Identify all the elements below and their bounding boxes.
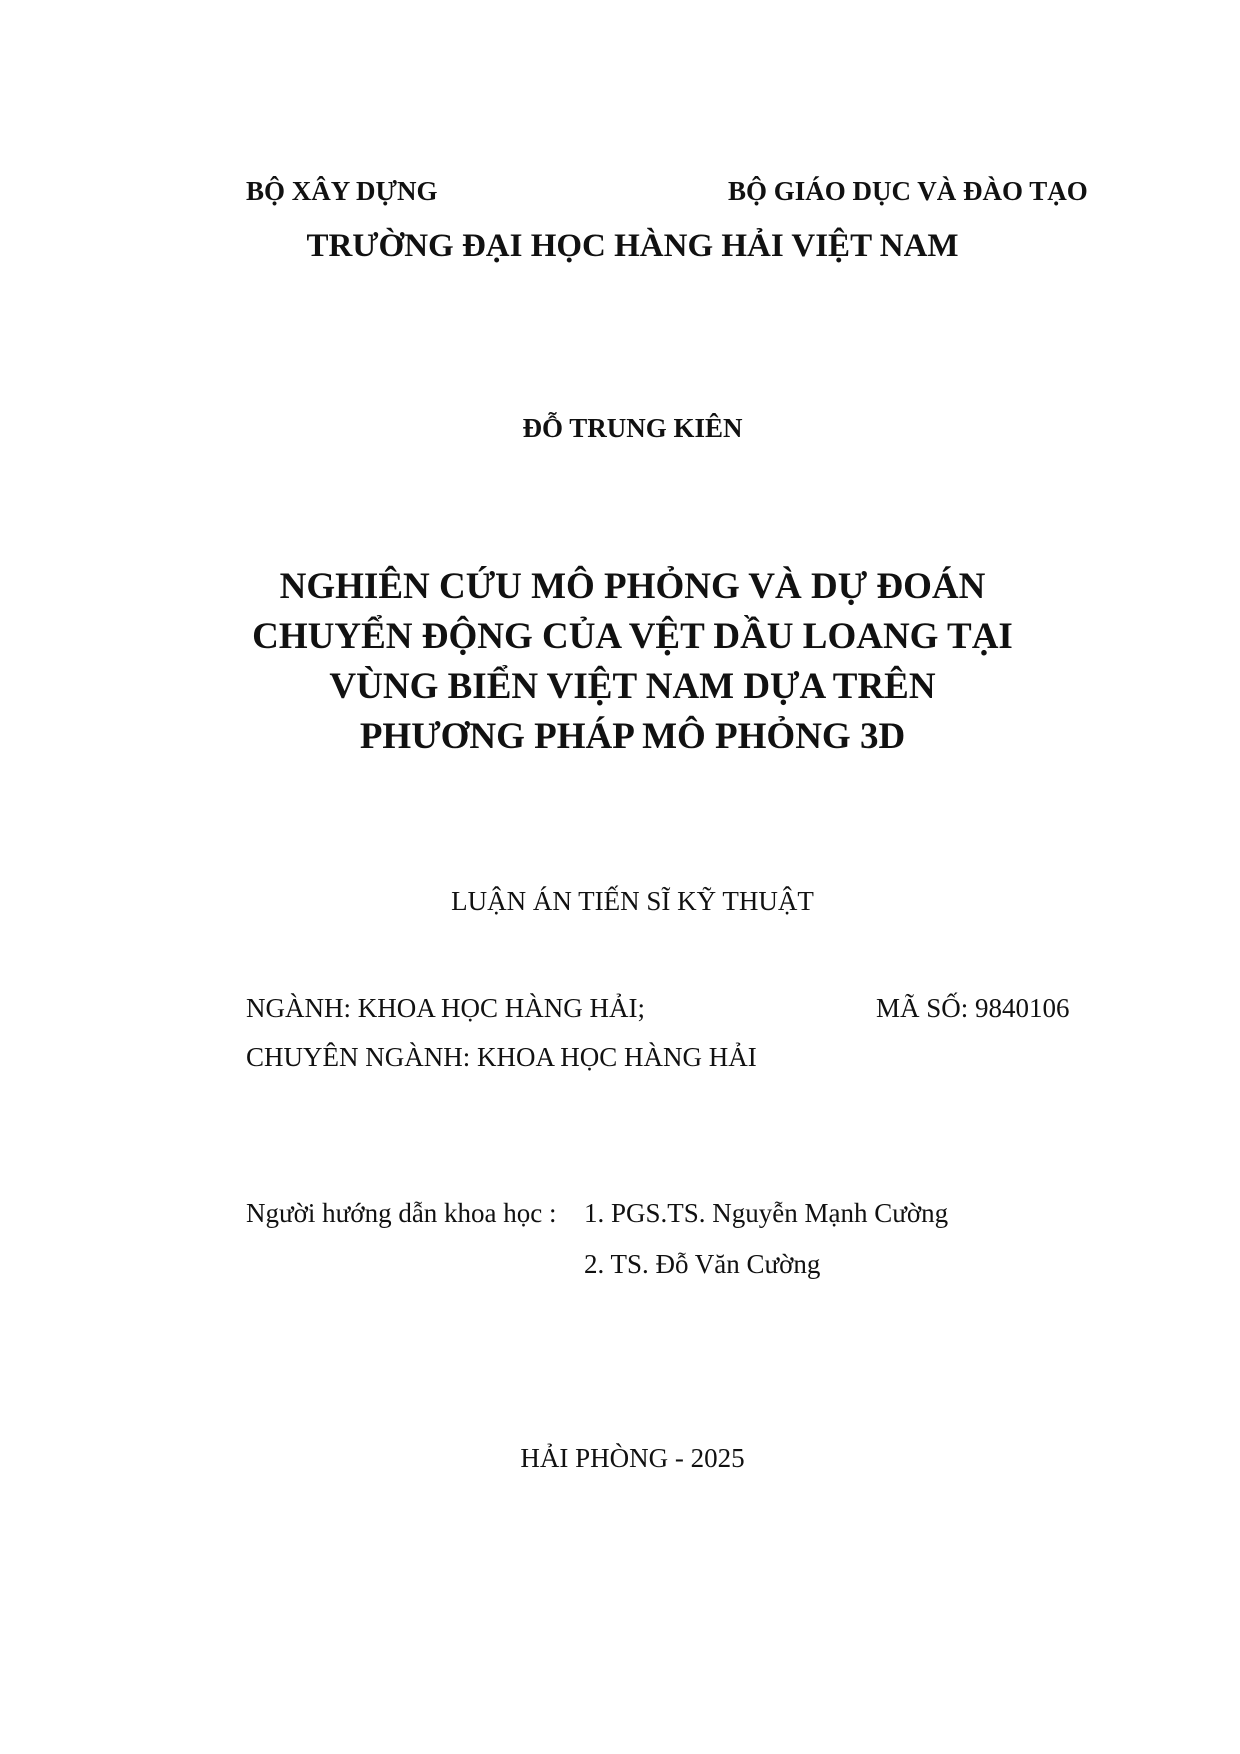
ministry-right: BỘ GIÁO DỤC VÀ ĐÀO TẠO xyxy=(728,176,1088,206)
supervisor-label: Người hướng dẫn khoa học : xyxy=(246,1198,557,1228)
place-year: HẢI PHÒNG - 2025 xyxy=(520,1443,745,1473)
degree-type: LUẬN ÁN TIẾN SĨ KỸ THUẬT xyxy=(451,886,814,916)
university-name: TRƯỜNG ĐẠI HỌC HÀNG HẢI VIỆT NAM xyxy=(306,228,959,264)
supervisor-item: 2. TS. Đỗ Văn Cường xyxy=(584,1249,821,1279)
major-code: MÃ SỐ: 9840106 xyxy=(876,993,1070,1023)
supervisor-item: 1. PGS.TS. Nguyễn Mạnh Cường xyxy=(584,1198,949,1228)
author-name: ĐỖ TRUNG KIÊN xyxy=(522,413,743,443)
thesis-title xyxy=(0,562,1240,762)
major-label: NGÀNH: KHOA HỌC HÀNG HẢI; xyxy=(246,993,645,1023)
ministry-left: BỘ XÂY DỰNG xyxy=(246,176,438,206)
thesis-title-line: PHƯƠNG PHÁP MÔ PHỎNG 3D xyxy=(359,716,906,757)
thesis-title-line: NGHIÊN CỨU MÔ PHỎNG VÀ DỰ ĐOÁN xyxy=(279,566,986,607)
thesis-title-line: CHUYỂN ĐỘNG CỦA VỆT DẦU LOANG TẠI xyxy=(252,616,1013,657)
thesis-title-line: VÙNG BIỂN VIỆT NAM DỰA TRÊN xyxy=(329,666,936,707)
specialization-label: CHUYÊN NGÀNH: KHOA HỌC HÀNG HẢI xyxy=(246,1042,757,1072)
